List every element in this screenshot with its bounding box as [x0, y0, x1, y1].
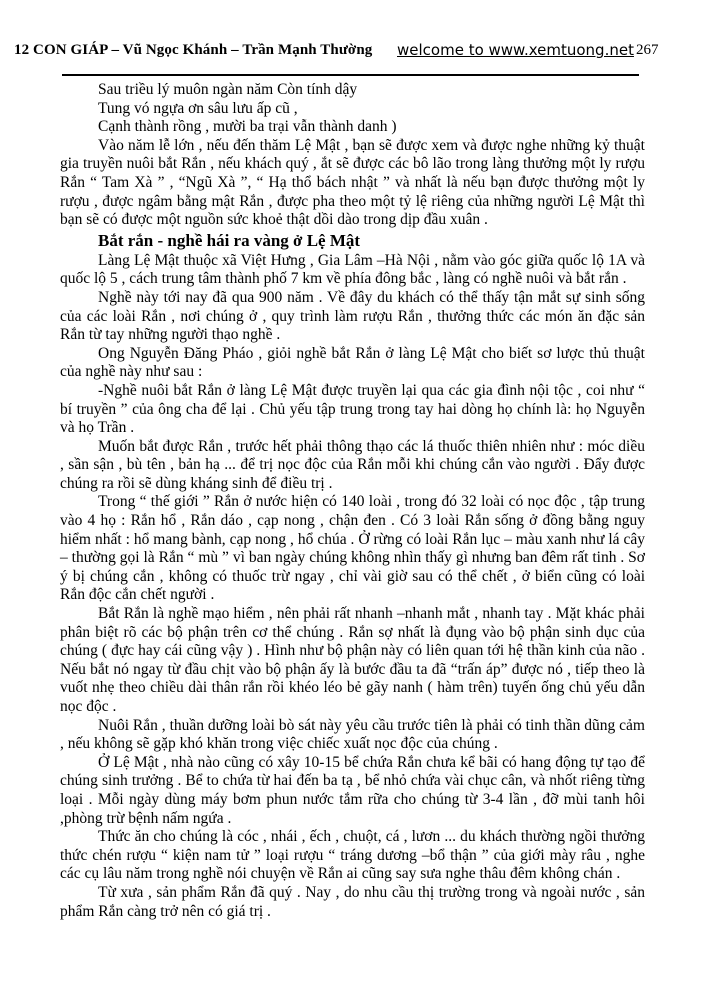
- body-paragraph: Ong Nguyễn Đăng Pháo , giỏi nghề bắt Rắn ở làng Lệ Mật cho biết sơ lược thủ thuật của nghề này như sau :: [60, 344, 645, 381]
- verse-line: Tung vó ngựa ơn sâu lưu ấp cũ ,: [98, 99, 298, 117]
- verse-line: Sau triều lý muôn ngàn năm Còn tính dậy: [98, 81, 358, 98]
- page-number: 267: [636, 42, 659, 58]
- verse-line: Cạnh thành rồng , mười ba trại vẫn thành danh ): [98, 118, 397, 136]
- body-paragraph: Bắt Rắn là nghề mạo hiểm , nên phải rất nhanh –nhanh mắt , nhanh tay . Mặt khác phải phân biệt rõ các bộ phận trên cơ thể chúng . Rắn sợ nhất là đụng vào bộ phận sinh dục của chúng ( đực hay cái cũng vậy ) . Hình như bộ phận này có liên quan tới hệ thần kinh của não . Nếu bắt nó ngay từ đầu chịt vào bộ phận ấy là bước đầu ta đã “trấn áp” được nó , tiếp theo là vuốt nhẹ theo chiều dài thân rắn rồi khéo léo bẻ gãy nanh ( hàm trên) tuyến ống chủ yếu dẫn nọc độc .: [60, 605, 645, 715]
- site-link[interactable]: welcome to www.xemtuong.net: [397, 41, 634, 59]
- section-heading: Bắt rắn - nghề hái ra vàng ở Lệ Mật: [98, 230, 361, 250]
- body-paragraph: Thức ăn cho chúng là cóc , nhái , ếch , chuột, cá , lươn ... du khách thường ngồi thưởng thức chén rượu “ kiện nam tử ” loại rượu “ tráng dương –bổ thận ” của giới mày râu , nghe các cụ lâu năm trong nghề nói chuyện về Rắn ai cũng say sưa nghe thâu đêm không chán .: [60, 828, 645, 883]
- body-paragraph: Từ xưa , sản phẩm Rắn đã quý . Nay , do nhu cầu thị trường trong và ngoài nước , sản phẩm Rắn càng trở nên có giá trị .: [60, 883, 645, 920]
- book-title: 12 CON GIÁP – Vũ Ngọc Khánh – Trần Mạnh Thường: [14, 42, 373, 58]
- page-header: [0, 0, 702, 74]
- body-paragraph: Nuôi Rắn , thuần dưỡng loài bò sát này yêu cầu trước tiên là phải có tinh thần dũng cảm , nếu không sẽ gặp khó khăn trong việc chiếc xuất nọc độc của chúng .: [60, 716, 645, 753]
- body-paragraph: Muốn bắt được Rắn , trước hết phải thông thạo các lá thuốc thiên nhiên như : móc diều , sần sận , bù tên , bản hạ ... để trị nọc độc của Rắn mỗi khi chúng cắn vào người . Đẩy được chúng ra rồi sẽ dùng kháng sinh để điều trị .: [60, 437, 645, 492]
- body-paragraph: Làng Lệ Mật thuộc xã Việt Hưng , Gia Lâm –Hà Nội , nằm vào góc giữa quốc lộ 1A và quốc lộ 5 , cách trung tâm thành phố 7 km về phía đông bắc , làng có nghề nuôi và bắt rắn .: [60, 251, 645, 288]
- body-paragraph: Ở Lệ Mật , nhà nào cũng có xây 10-15 bể chứa Rắn chưa kể bãi có hang động tự tạo để chúng sinh trưởng . Bể to chứa từ hai đến ba tạ , bể nhỏ chứa vài chục cân, và nhốt riêng từng loại . Mỗi ngày dùng máy bơm phun nước tắm rữa cho chúng từ 3-4 lần , đỡ mùi tanh hôi ,phòng trừ bệnh nấm ngứa .: [60, 753, 645, 827]
- header-rule: [62, 74, 639, 76]
- body-paragraph: -Nghề nuôi bắt Rắn ở làng Lệ Mật được truyền lại qua các gia đình nội tộc , coi như “ bí truyền ” của ông cha để lại . Chủ yếu tập trung trong tay hai dòng họ chính là: họ Nguyễn và họ Trần .: [60, 381, 645, 437]
- content-blocks: [60, 81, 645, 921]
- body-paragraph: Nghề này tới nay đã qua 900 năm . Về đây du khách có thể thấy tận mắt sự sinh sống của các loài Rắn , nơi chúng ở , quy trình làm rượu Rắn , thưởng thức các món ăn đặc sản Rắn từ tay những người thạo nghề .: [60, 288, 645, 344]
- body-paragraph: Trong “ thế giới ” Rắn ở nước hiện có 140 loài , trong đó 32 loài có nọc độc , tập trung vào 4 họ : Rắn hổ , Rắn dáo , cạp nong , chận đen . Có 3 loài Rắn sống ở đồng bằng nguy hiểm nhất : hổ mang bành, cạp nong , hổ chúa . Ở rừng có loài Rắn lục – màu xanh như lá cây – thường gọi là Rắn “ mù ” vì ban ngày chúng không nhìn thấy gì nhưng ban đêm rất tinh . Sơ ý bị chúng cắn , không có thuốc trừ ngay , chỉ vài giờ sau có thể chết , ở biển cũng có loài Rắn độc cắn chết người .: [60, 493, 645, 604]
- body-paragraph: Vào năm lễ lớn , nếu đến thăm Lệ Mật , bạn sẽ được xem và được nghe những kỷ thuật gia truyền nuôi bắt Rắn , nếu khách quý , ắt sẽ được các bô lão trong làng thưởng một ly rượu Rắn “ Tam Xà ” , “Ngũ Xà ”, “ Hạ thổ bách nhật ” và nhất là nếu bạn được thưởng một ly rượu , được ngâm bằng mật Rắn , được pha theo một tỷ lệ riêng của những người Lệ Mật thì bạn sẽ có được một nguồn sức khoẻ thật dồi dào trong dịp đầu xuân .: [60, 136, 645, 229]
